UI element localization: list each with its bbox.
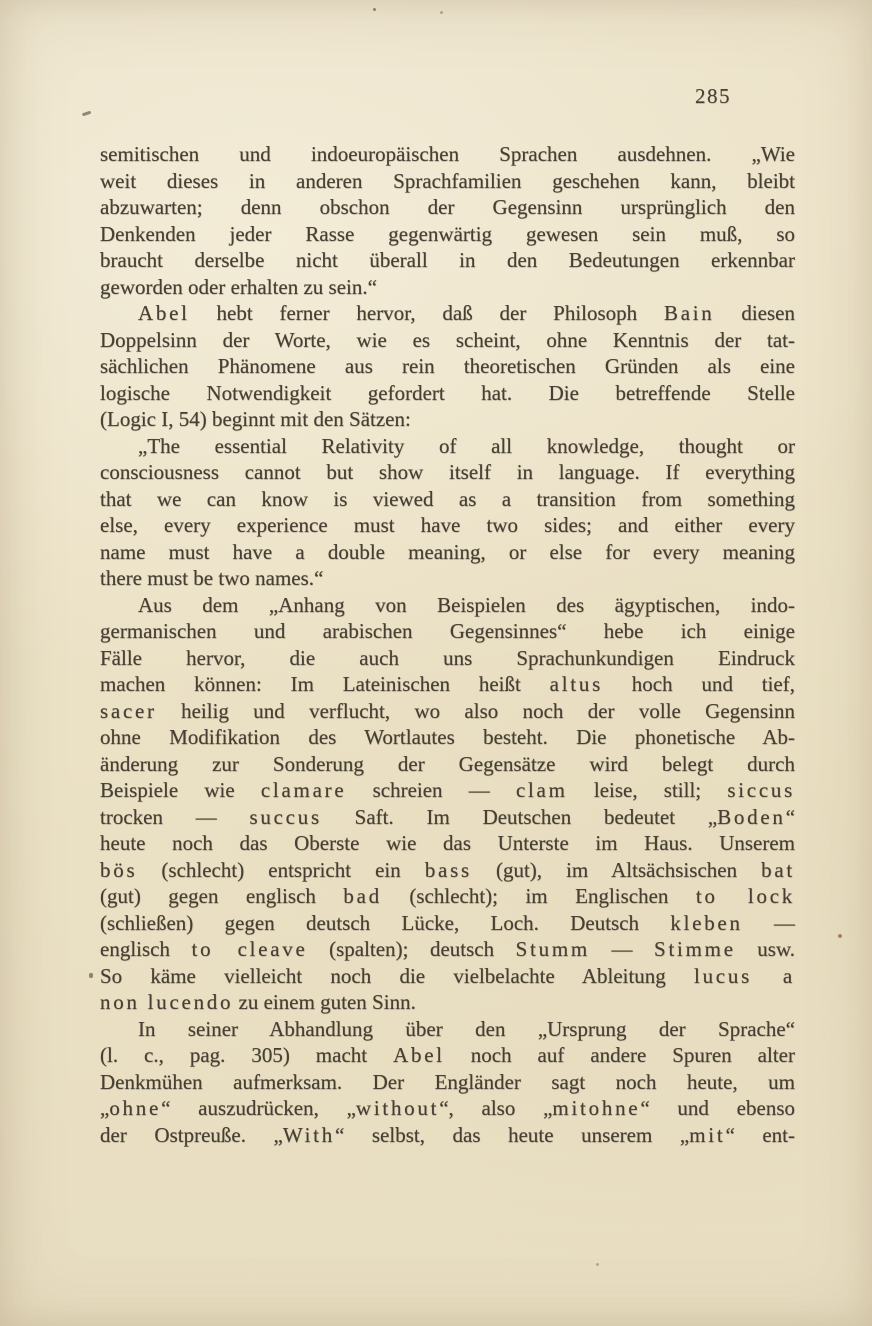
letterspaced-word: siccus bbox=[727, 778, 796, 802]
paper-speck bbox=[440, 11, 443, 14]
paper-speck bbox=[596, 1263, 599, 1266]
letterspaced-word: altus bbox=[549, 672, 603, 696]
text-line: abzuwarten; denn obschon der Gegensinn ursprünglich den bbox=[100, 195, 795, 219]
text-line: there must be two names.“ bbox=[100, 566, 324, 590]
text-block bbox=[100, 141, 795, 1148]
letterspaced-word: without bbox=[355, 1096, 440, 1120]
letterspaced-word: bass bbox=[424, 857, 472, 882]
letterspaced-word: mitohne bbox=[552, 1096, 641, 1120]
letterspaced-word: non lucendo bbox=[100, 990, 234, 1014]
letterspaced-word: sacer bbox=[100, 698, 157, 723]
paper-speck bbox=[373, 8, 376, 11]
letterspaced-word: succus bbox=[249, 804, 322, 829]
paragraph bbox=[100, 433, 795, 592]
letterspaced-word: Bain bbox=[663, 301, 715, 325]
text-line: „ohne“ auszudrücken, „without“, also „mitohne“ und ebenso bbox=[100, 1096, 795, 1120]
text-line: braucht derselbe nicht überall in den Bedeutungen erkennbar bbox=[100, 248, 795, 272]
letterspaced-word: mit bbox=[689, 1122, 726, 1147]
text-line: Fälle hervor, die auch uns Sprachunkundigen Eindruck bbox=[100, 645, 795, 670]
text-line: logische Notwendigkeit gefordert hat. Die betreffende Stelle bbox=[100, 380, 795, 405]
text-line: heute noch das Oberste wie das Unterste im Haus. Unserem bbox=[100, 831, 795, 855]
letterspaced-word: Boden bbox=[717, 804, 786, 829]
letterspaced-word: Stumm bbox=[515, 937, 590, 961]
letterspaced-word: With bbox=[282, 1122, 335, 1147]
text-line: geworden oder erhalten zu sein.“ bbox=[100, 274, 377, 299]
letterspaced-word: ohne bbox=[109, 1096, 162, 1120]
text-line: semitischen und indoeuropäischen Sprachen ausdehnen. „Wie bbox=[100, 142, 795, 166]
text-line: that we can know is viewed as a transition from something bbox=[100, 486, 795, 511]
text-line: sächlichen Phänomene aus rein theoretischen Gründen als eine bbox=[100, 354, 795, 378]
text-line: änderung zur Sonderung der Gegensätze wird belegt durch bbox=[100, 751, 795, 776]
letterspaced-word: clamare bbox=[260, 778, 347, 802]
letterspaced-word: bad bbox=[343, 884, 382, 908]
text-line: consciousness cannot but show itself in language. If everything bbox=[100, 460, 795, 484]
text-line: Denkenden jeder Rasse gegenwärtig gewesen sein muß, so bbox=[100, 221, 795, 246]
letterspaced-word: to cleave bbox=[191, 937, 308, 961]
paragraph bbox=[100, 592, 795, 1016]
paper-speck bbox=[82, 111, 91, 116]
text-line: (gut) gegen englisch bad (schlecht); im Englischen to lock bbox=[100, 884, 795, 908]
text-line: ohne Modifikation des Wortlautes besteht. Die phonetische Ab- bbox=[100, 725, 795, 749]
page-number: 285 bbox=[695, 84, 731, 108]
paper-speck bbox=[89, 973, 93, 978]
text-line: non lucendo zu einem guten Sinn. bbox=[100, 990, 416, 1014]
text-line: Doppelsinn der Worte, wie es scheint, ohne Kenntnis der tat- bbox=[100, 327, 795, 352]
letterspaced-word: kleben bbox=[670, 910, 743, 935]
text-line: machen können: Im Lateinischen heißt altus hoch und tief, bbox=[100, 672, 795, 696]
text-line: Aus dem „Anhang von Beispielen des ägyptischen, indo- bbox=[138, 592, 795, 617]
text-line: In seiner Abhandlung über den „Ursprung der Sprache“ bbox=[138, 1016, 795, 1041]
text-line: else, every experience must have two sides; and either every bbox=[100, 513, 795, 537]
letterspaced-word: Abel bbox=[393, 1043, 445, 1067]
text-line: Beispiele wie clamare schreien — clam leise, still; siccus bbox=[100, 778, 796, 802]
text-line: der Ostpreuße. „With“ selbst, das heute unserem „mit“ ent- bbox=[100, 1122, 795, 1147]
letterspaced-word: bat bbox=[761, 857, 795, 882]
text-line: Denkmühen aufmerksam. Der Engländer sagt noch heute, um bbox=[100, 1069, 795, 1094]
letterspaced-word: to lock bbox=[695, 884, 795, 908]
text-line: bös (schlecht) entspricht ein bass (gut), im Altsächsischen bat bbox=[100, 857, 795, 882]
letterspaced-word: Abel bbox=[138, 301, 190, 325]
letterspaced-word: bös bbox=[100, 857, 138, 882]
paper-speck bbox=[838, 934, 842, 938]
letterspaced-word: lucus a bbox=[694, 963, 795, 988]
text-line: „The essential Relativity of all knowledge, thought or bbox=[138, 433, 795, 458]
letterspaced-word: clam bbox=[515, 778, 568, 802]
text-line: Abel hebt ferner hervor, daß der Philosoph Bain diesen bbox=[138, 301, 795, 325]
text-line: (Logic I, 54) beginnt mit den Sätzen: bbox=[100, 407, 411, 431]
text-line: germanischen und arabischen Gegensinnes“ hebe ich einige bbox=[100, 619, 795, 643]
text-line: So käme vielleicht noch die vielbelachte Ableitung lucus a bbox=[100, 963, 795, 988]
paragraph bbox=[100, 300, 795, 433]
text-line: name must have a double meaning, or else for every meaning bbox=[100, 539, 795, 564]
text-line: trocken — succus Saft. Im Deutschen bedeutet „Boden“ bbox=[100, 804, 795, 829]
text-line: (l. c., pag. 305) macht Abel noch auf andere Spuren alter bbox=[100, 1043, 795, 1067]
text-line: sacer heilig und verflucht, wo also noch der volle Gegensinn bbox=[100, 698, 795, 723]
text-line: weit dieses in anderen Sprachfamilien geschehen kann, bleibt bbox=[100, 168, 795, 193]
paragraph bbox=[100, 141, 795, 300]
paragraph bbox=[100, 1016, 795, 1149]
text-line: (schließen) gegen deutsch Lücke, Loch. Deutsch kleben — bbox=[100, 910, 796, 935]
letterspaced-word: Stimme bbox=[654, 937, 736, 961]
text-line: englisch to cleave (spalten); deutsch Stumm — Stimme usw. bbox=[100, 937, 796, 961]
